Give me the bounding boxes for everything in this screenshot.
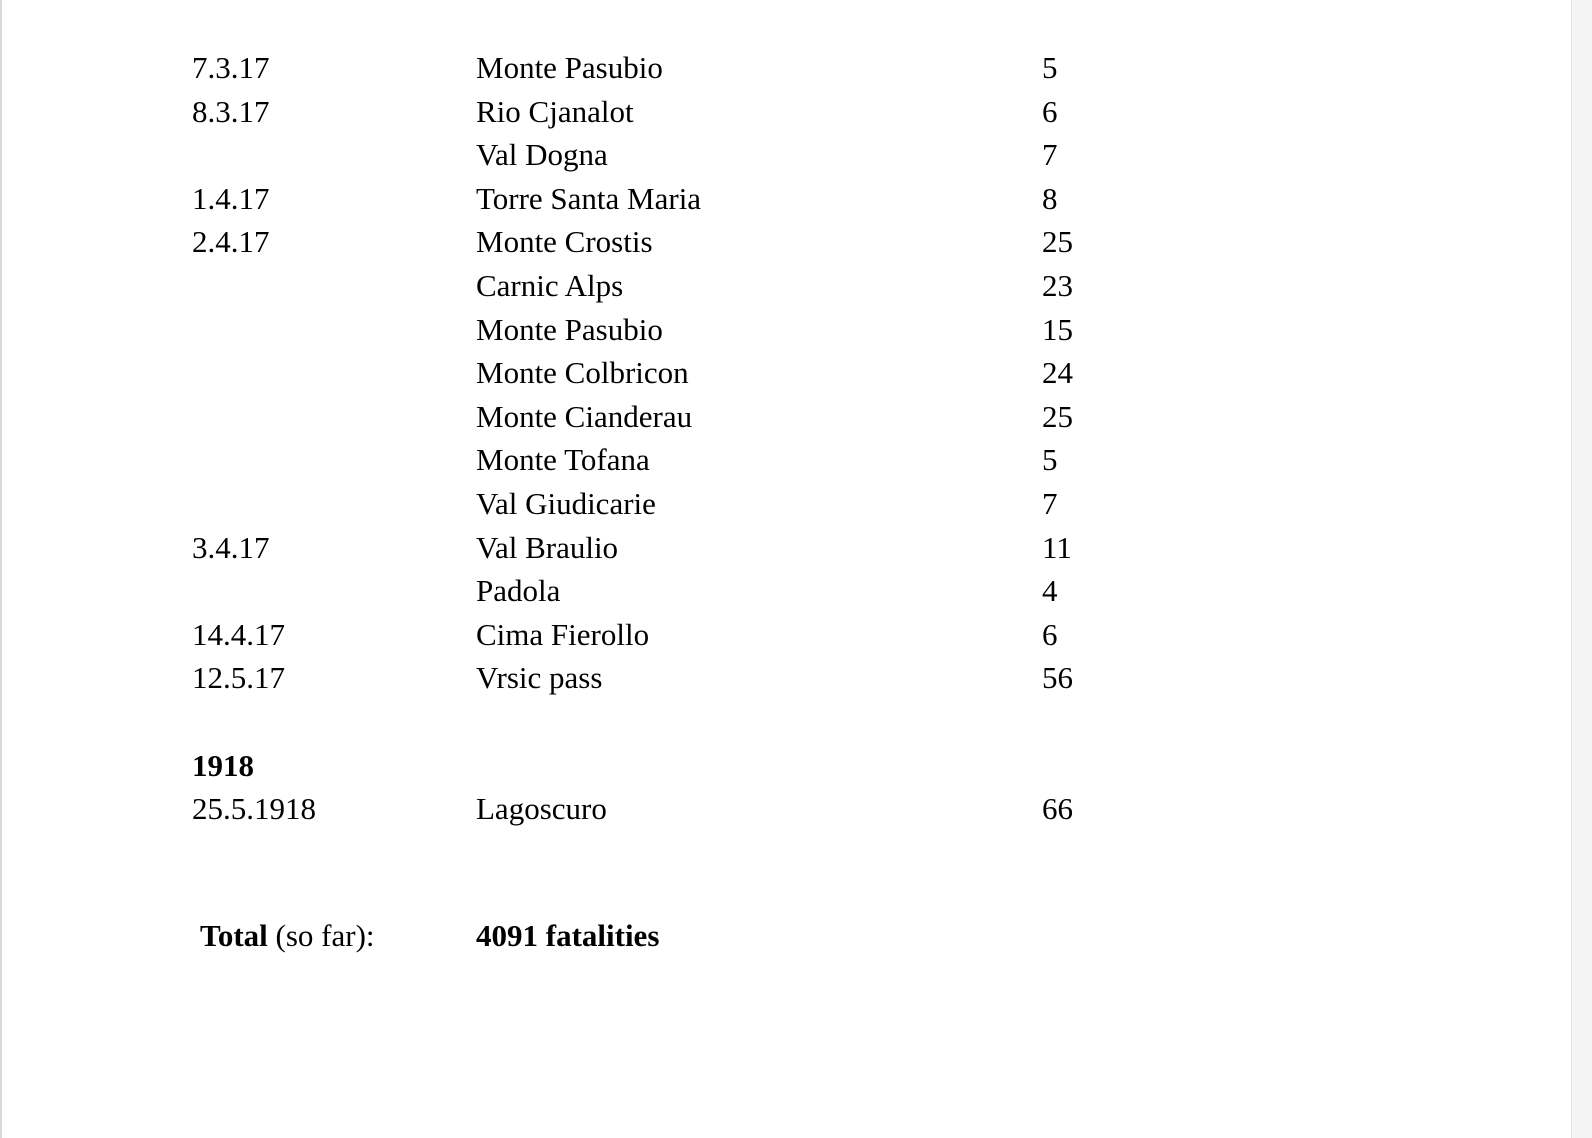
- row-count: 66: [1042, 791, 1073, 827]
- row-place: Rio Cjanalot: [476, 93, 634, 129]
- table-row: [0, 395, 1560, 439]
- row-place: Vrsic pass: [476, 660, 603, 696]
- row-place: Monte Colbricon: [476, 355, 689, 391]
- row-count: 25: [1042, 224, 1073, 260]
- row-place: Cima Fierollo: [476, 616, 650, 652]
- total-label: [200, 914, 375, 958]
- row-place: Val Dogna: [476, 137, 608, 173]
- table-row: [0, 220, 1560, 264]
- document-body: [0, 46, 1560, 831]
- row-count: 15: [1042, 311, 1073, 347]
- row-place: Carnic Alps: [476, 267, 624, 303]
- table-row: [0, 613, 1560, 657]
- row-date: 3.4.17: [192, 529, 270, 565]
- row-date: 25.5.1918: [192, 791, 316, 827]
- total-row: [0, 914, 1560, 958]
- row-count: 5: [1042, 50, 1058, 85]
- table-row: [0, 90, 1560, 134]
- row-count: 24: [1042, 355, 1073, 391]
- table-row: [0, 569, 1560, 613]
- row-date: 8.3.17: [192, 93, 270, 129]
- row-place: Val Braulio: [476, 529, 619, 565]
- row-date: 12.5.17: [192, 660, 285, 696]
- table-row: [0, 438, 1560, 482]
- row-place: Monte Crostis: [476, 224, 653, 260]
- row-count: 7: [1042, 137, 1058, 173]
- table-row: [0, 787, 1560, 831]
- row-place: Monte Pasubio: [476, 50, 663, 85]
- row-place: Monte Cianderau: [476, 398, 693, 434]
- table-row: [0, 526, 1560, 570]
- total-value: 4091 fatalities: [476, 918, 660, 953]
- row-count: 6: [1042, 93, 1058, 129]
- table-row: [0, 133, 1560, 177]
- row-count: 5: [1042, 442, 1058, 478]
- row-count: 56: [1042, 660, 1073, 696]
- row-count: 23: [1042, 267, 1073, 303]
- year-heading: 1918: [192, 747, 254, 783]
- row-place: Monte Tofana: [476, 442, 650, 478]
- avalanche-table-1918: [0, 787, 1560, 831]
- row-count: 8: [1042, 180, 1058, 216]
- total-label-bold: Total: [200, 918, 268, 953]
- row-date: 7.3.17: [192, 50, 270, 85]
- section-spacer: [0, 700, 1560, 744]
- table-row: [0, 308, 1560, 352]
- row-count: 7: [1042, 485, 1058, 521]
- row-place: Lagoscuro: [476, 791, 607, 827]
- row-count: 6: [1042, 616, 1058, 652]
- row-place: Padola: [476, 573, 561, 609]
- row-place: Torre Santa Maria: [476, 180, 702, 216]
- row-date: 2.4.17: [192, 224, 270, 260]
- row-count: 25: [1042, 398, 1073, 434]
- table-row: [0, 264, 1560, 308]
- row-count: 11: [1042, 529, 1072, 565]
- row-date: 14.4.17: [192, 616, 285, 652]
- row-place: Val Giudicarie: [476, 485, 656, 521]
- table-row: [0, 177, 1560, 221]
- table-row: [0, 351, 1560, 395]
- year-heading-row: [0, 744, 1560, 788]
- table-row: [0, 656, 1560, 700]
- row-date: 1.4.17: [192, 180, 270, 216]
- table-row: [0, 482, 1560, 526]
- avalanche-table-1917: [0, 46, 1560, 700]
- table-row: [0, 46, 1560, 90]
- total-label-rest: (so far):: [267, 918, 375, 953]
- window-scrollbar-track[interactable]: [1571, 0, 1592, 1138]
- row-count: 4: [1042, 573, 1058, 609]
- row-place: Monte Pasubio: [476, 311, 663, 347]
